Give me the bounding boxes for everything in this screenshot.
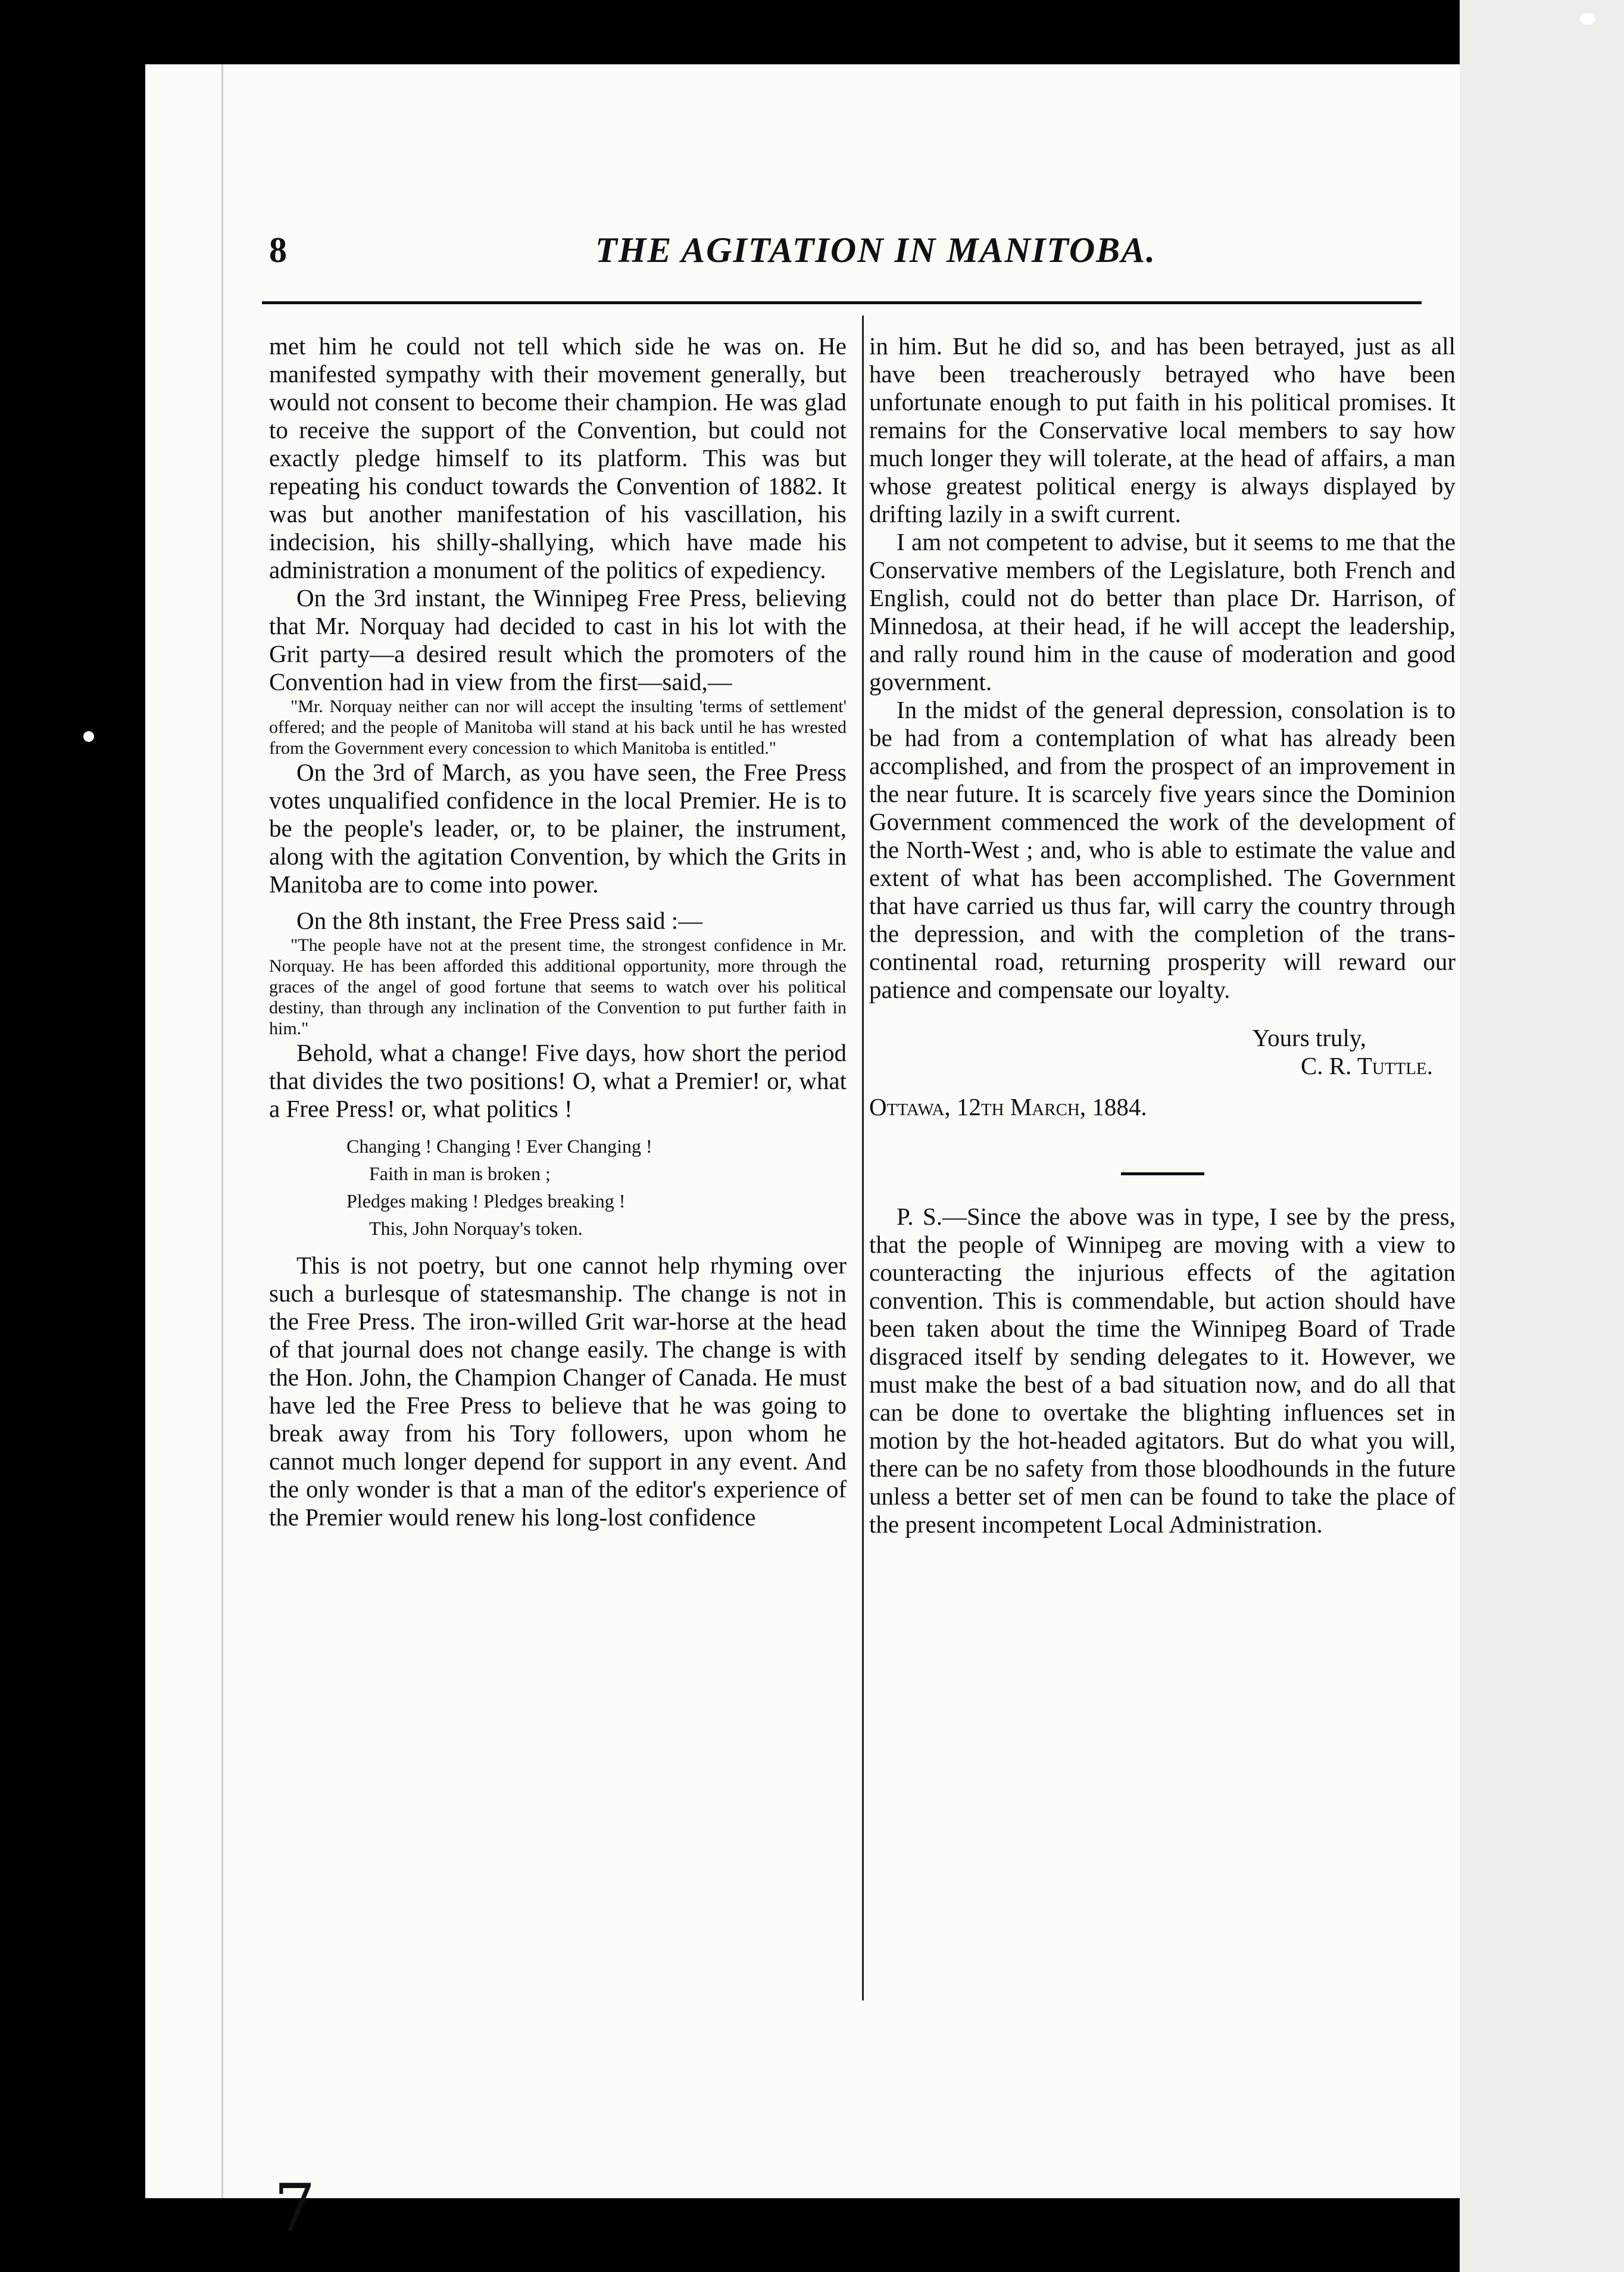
dateline: Ottawa, 12th March, 1884. <box>869 1093 1147 1121</box>
page-number: 8 <box>269 230 287 270</box>
gutter-line <box>221 64 223 2198</box>
postscript: P. S.—Since the above was in type, I see by the press, that the people of Winnipeg are moving with a view to counteracting the injurious effects of the agitation convention. This is commendable, but action should have been taken about the time the Winnipeg Board of Trade disgraced itself by sending delegates to it. However, we must make the best of a bad situation now, and do all that can be done to overtake the blighting influences set in motion by the hot-headed agitators. But do what you will, there can be no safety from those bloodhounds in the future unless a better set of men can be found to take the place of the present incompetent Local Administration. <box>869 1203 1456 1538</box>
paragraph: Behold, what a change! Five days, how short the period that divides the two positions! O, what a Premier! or, what a Free Press! or, what politics ! <box>269 1039 847 1122</box>
handwritten-mark: 7 <box>274 2170 316 2246</box>
letter-signoff <box>869 1024 1456 1080</box>
verse-line: This, John Norquay's token. <box>369 1218 583 1239</box>
paragraph: On the 3rd of March, as you have seen, the Free Press votes unqualified confidence in the local Premier. He is to be the people's leader, or, to be plainer, the instrument, along with the agitation Convention, by which the Grits in Manitoba are to come into power. <box>269 759 847 898</box>
running-title: THE AGITATION IN MANITOBA. <box>595 230 1157 270</box>
closing: Yours truly, <box>1252 1024 1366 1051</box>
signature: C. R. Tuttle. <box>1300 1052 1433 1079</box>
paragraph: On the 8th instant, the Free Press said :— <box>296 907 703 934</box>
verse-line: Changing ! Changing ! Ever Changing ! <box>346 1135 652 1157</box>
paragraph: This is not poetry, but one cannot help rhyming over such a burlesque of statesmanship. The change is not in the Free Press. The iron-willed Grit war-horse at the head of that journal does not change easily. The change is with the Hon. John, the Champion Changer of Canada. He must have led the Free Press to believe that he was going to break away from his Tory followers, upon whom he cannot much longer depend for support in any event. And the only wonder is that a man of the editor's experience of the Premier would renew his long-lost confidence <box>269 1252 847 1531</box>
block-quote: "Mr. Norquay neither can nor will accept the insulting 'terms of settlement' offered; and the people of Manitoba will stand at his back until he has wrested from the Government every concession to which Manitoba is entitled." <box>269 697 847 758</box>
right-column <box>869 332 1456 1538</box>
paragraph: I am not competent to advise, but it seems to me that the Conservative members of the Legislature, both French and English, could not do better than place Dr. Harrison, of Minnedosa, at their head, if he will accept the leadership, and rally round him in the cause of moderation and good government. <box>869 528 1456 695</box>
verse-line: Pledges making ! Pledges breaking ! <box>346 1190 626 1212</box>
paragraph: On the 3rd instant, the Winnipeg Free Press, believing that Mr. Norquay had decided to cast in his lot with the Grit party—a desired result which the promoters of the Convention had in view from the first—said,— <box>269 584 847 695</box>
facing-page-edge <box>1460 0 1624 2272</box>
paragraph: met him he could not tell which side he was on. He manifested sympathy with their movement generally, but would not consent to become their champion. He was glad to receive the support of the Convention, but could not exactly pledge himself to its platform. This was but repeating his conduct towards the Convention of 1882. It was but another manifestation of his vascillation, his indecision, his shilly-shallying, which have made his administration a monument of the politics of expediency. <box>269 332 847 583</box>
column-divider <box>862 316 864 2001</box>
verse-line: Faith in man is broken ; <box>369 1163 551 1184</box>
scan-speck <box>1580 13 1595 25</box>
block-quote: "The people have not at the present time, the strongest confidence in Mr. Norquay. He has been afforded this additional opportunity, more through the graces of the angel of good fortune that seems to watch over his political destiny, than through any inclination of the Convention to put further faith in him." <box>269 935 847 1038</box>
paragraph: in him. But he did so, and has been betrayed, just as all have been treacherously betrayed who have been unfortunate enough to put faith in his political promises. It remains for the Conservative local members to say how much longer they will tolerate, at the head of affairs, a man whose greatest political energy is always displayed by drifting lazily in a swift current. <box>869 332 1456 528</box>
header-rule <box>262 301 1422 304</box>
paragraph: In the midst of the general depression, consolation is to be had from a contemplation of what has already been accomplished, and from the prospect of an improvement in the near future. It is scarcely five years since the Dominion Government commenced the work of the development of the North-West ; and, who is able to estimate the value and extent of what has been accomplished. The Government that have carried us thus far, will carry the country through the depression, and with the completion of the trans-continental road, returning prosperity will reward our patience and compensate our loyalty. <box>869 696 1456 1003</box>
section-rule <box>1121 1172 1204 1175</box>
left-column <box>269 332 847 1531</box>
verse <box>269 1132 847 1242</box>
scan-speck <box>83 731 94 742</box>
